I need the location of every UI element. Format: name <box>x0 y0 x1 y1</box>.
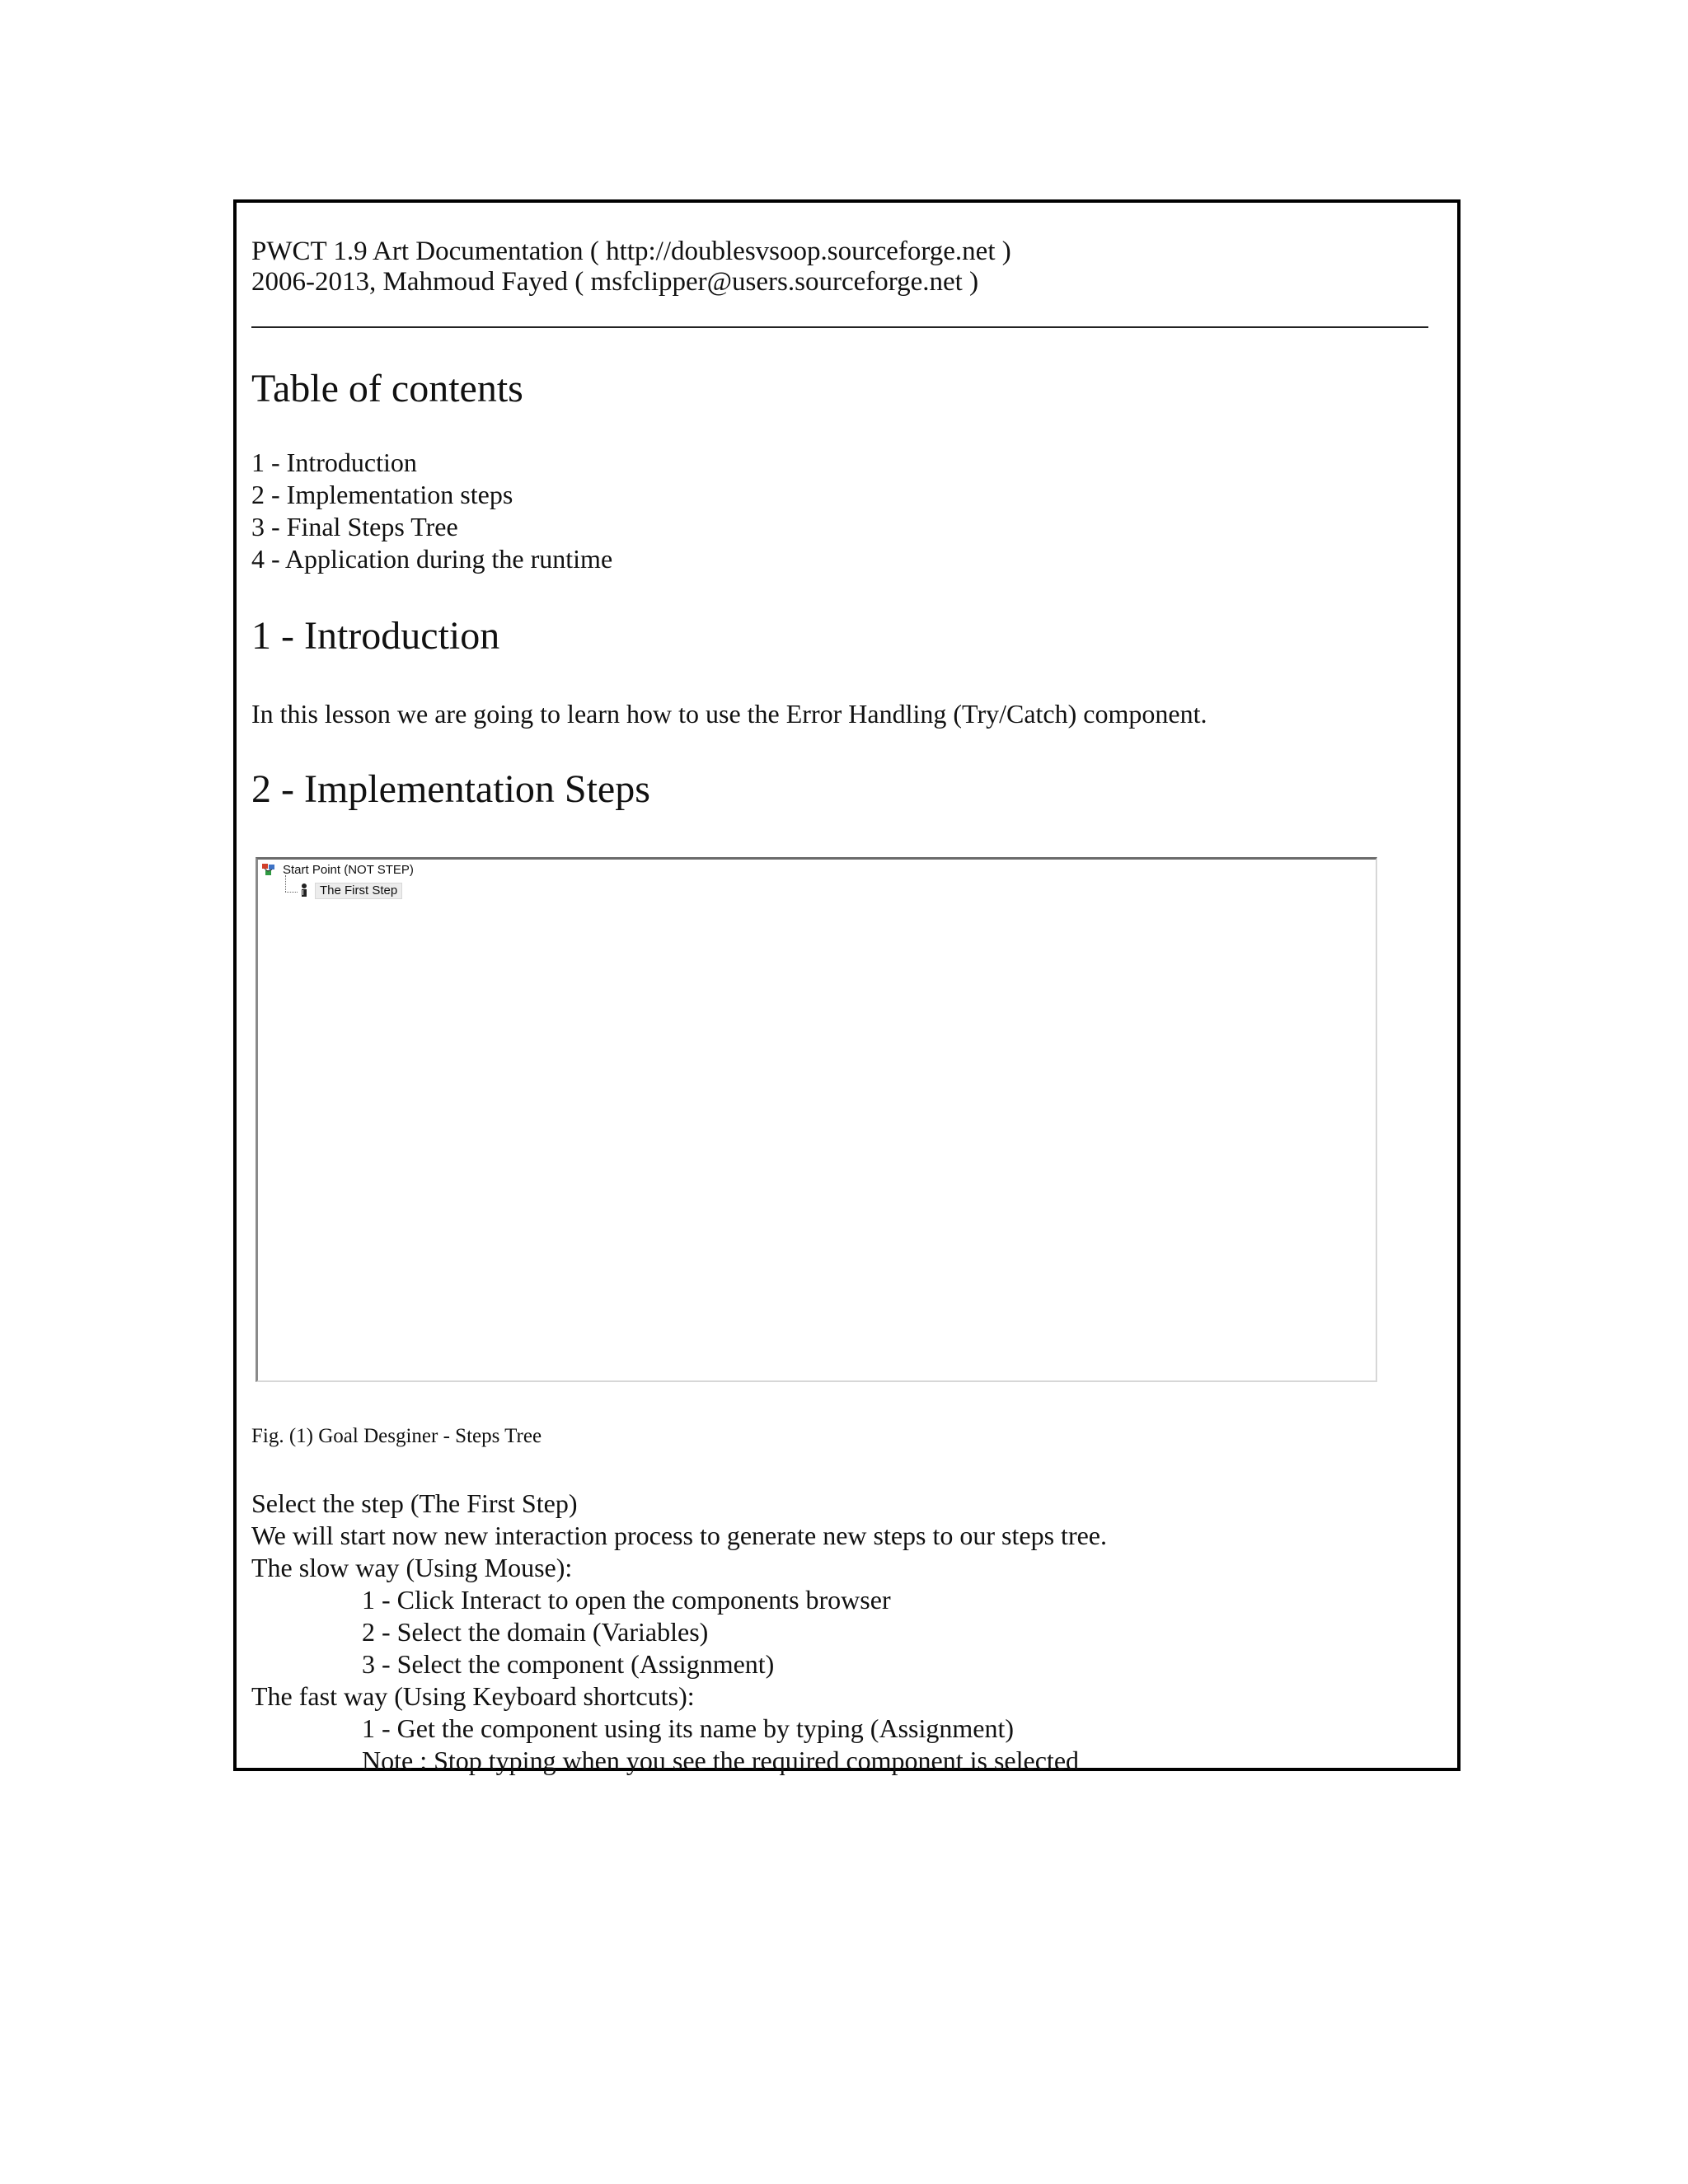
introduction-heading: 1 - Introduction <box>251 614 500 658</box>
tree-node-start-point[interactable]: Start Point (NOT STEP) <box>283 863 414 877</box>
instruction-note: Note : Stop typing when you see the required component is selected <box>362 1746 1080 1775</box>
instruction-slow-step-2: 2 - Select the domain (Variables) <box>362 1617 709 1647</box>
instruction-interaction-process: We will start now new interaction process to generate new steps to our steps tree. <box>251 1521 1107 1550</box>
toc-item-implementation: 2 - Implementation steps <box>251 480 513 509</box>
instruction-fast-way: The fast way (Using Keyboard shortcuts): <box>251 1681 695 1711</box>
toc-item-runtime: 4 - Application during the runtime <box>251 544 613 574</box>
tree-connector-vertical <box>285 875 286 892</box>
toc-item-final-tree: 3 - Final Steps Tree <box>251 512 458 541</box>
start-point-icon <box>261 863 276 877</box>
instruction-slow-step-1: 1 - Click Interact to open the components browser <box>362 1585 891 1615</box>
header-title: PWCT 1.9 Art Documentation ( http://doublesvsoop.sourceforge.net ) <box>251 237 1011 266</box>
instruction-select-step: Select the step (The First Step) <box>251 1488 578 1518</box>
tree-connector-horizontal <box>285 892 298 893</box>
implementation-heading: 2 - Implementation Steps <box>251 767 650 811</box>
toc-item-introduction: 1 - Introduction <box>251 448 417 477</box>
instruction-fast-step-1: 1 - Get the component using its name by typing (Assignment) <box>362 1713 1014 1743</box>
toc-heading: Table of contents <box>251 367 523 410</box>
header-author: 2006-2013, Mahmoud Fayed ( msfclipper@users.sourceforge.net ) <box>251 267 979 297</box>
document-frame <box>233 199 1461 1775</box>
steps-tree-figure <box>256 857 1377 1382</box>
introduction-text: In this lesson we are going to learn how to use the Error Handling (Try/Catch) component. <box>251 699 1207 729</box>
instruction-slow-step-3: 3 - Select the component (Assignment) <box>362 1649 775 1679</box>
instruction-slow-way: The slow way (Using Mouse): <box>251 1553 573 1582</box>
tree-node-first-step[interactable]: The First Step <box>315 883 402 899</box>
figure-caption: Fig. (1) Goal Desginer - Steps Tree <box>251 1425 542 1447</box>
header-rule <box>251 326 1428 328</box>
step-icon <box>300 883 308 898</box>
